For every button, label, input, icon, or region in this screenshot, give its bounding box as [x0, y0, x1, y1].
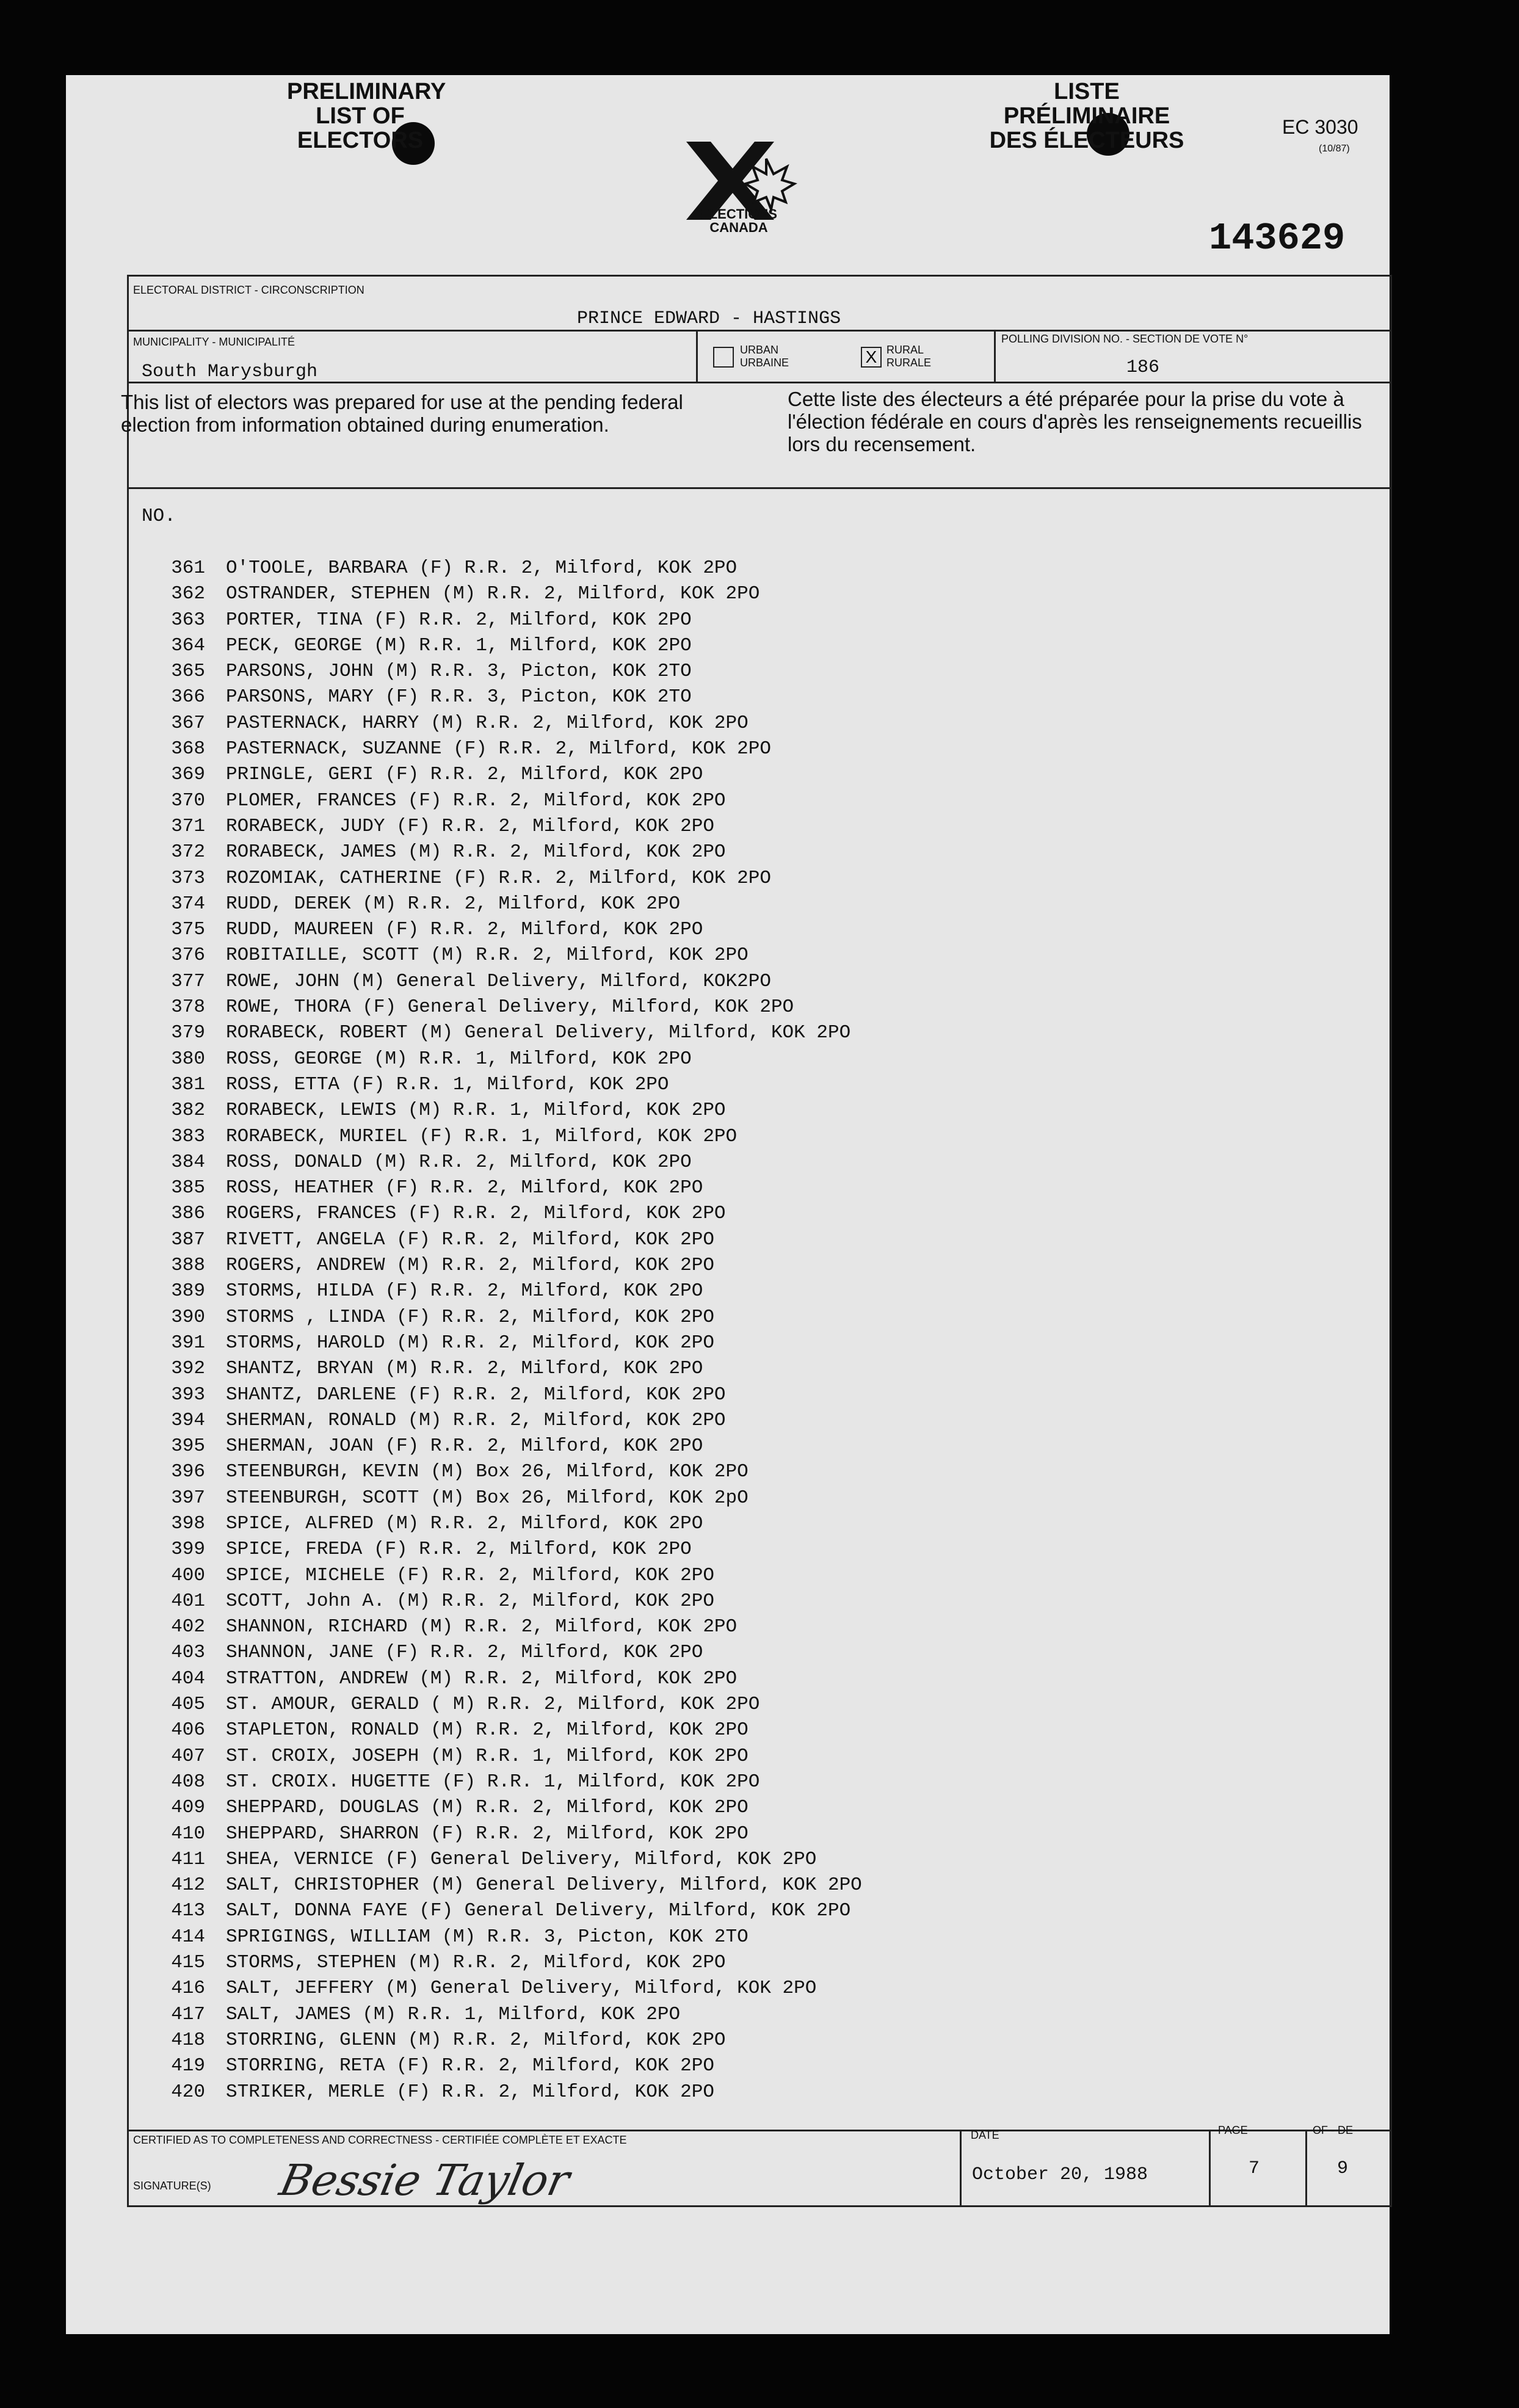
district-value: PRINCE EDWARD - HASTINGS	[577, 308, 841, 329]
elector-entry: SHEA, VERNICE (F) General Delivery, Milford, KOK 2PO	[226, 1848, 817, 1870]
elector-number: 420	[171, 2081, 205, 2103]
divider-polling	[994, 330, 996, 382]
divider-notice	[127, 487, 1392, 489]
elector-entry: ROSS, GEORGE (M) R.R. 1, Milford, KOK 2PO	[226, 1048, 692, 1070]
elector-row	[140, 1434, 1300, 1459]
date-label: DATE	[971, 2129, 999, 2141]
page-value: 7	[1249, 2158, 1260, 2179]
elector-number: 365	[171, 661, 205, 683]
elector-entry: PARSONS, JOHN (M) R.R. 3, Picton, KOK 2TO	[226, 661, 692, 683]
elector-row	[140, 1511, 1300, 1537]
elector-number: 394	[171, 1409, 205, 1431]
elector-entry: RUDD, MAUREEN (F) R.R. 2, Milford, KOK 2PO	[226, 919, 703, 941]
elector-number: 399	[171, 1539, 205, 1561]
elector-number: 378	[171, 996, 205, 1018]
divider-date	[960, 2130, 962, 2207]
date-value: October 20, 1988	[972, 2164, 1148, 2185]
elector-row	[140, 2028, 1300, 2053]
elector-row	[140, 969, 1300, 995]
elector-row	[140, 1408, 1300, 1434]
elector-number: 395	[171, 1435, 205, 1457]
rural-label: RURAL RURALE	[886, 344, 932, 369]
form-revision: (10/87)	[1319, 143, 1350, 154]
french-title: LISTE PRÉLIMINAIRE DES ÉLECTEURS	[989, 79, 1184, 153]
elector-entry: SCOTT, John A. (M) R.R. 2, Milford, KOK 2PO	[226, 1590, 714, 1612]
elector-row	[140, 1072, 1300, 1098]
divider-area-type	[696, 330, 698, 382]
divider-page	[1209, 2130, 1211, 2207]
elector-entry: PLOMER, FRANCES (F) R.R. 2, Milford, KOK 2PO	[226, 789, 726, 811]
elector-entry: STORMS, HAROLD (M) R.R. 2, Milford, KOK 2PO	[226, 1332, 714, 1354]
elector-row	[140, 840, 1300, 865]
elector-number: 401	[171, 1590, 205, 1612]
elector-number: 398	[171, 1512, 205, 1534]
elector-entry: ROSS, ETTA (F) R.R. 1, Milford, KOK 2PO	[226, 1073, 669, 1095]
municipality-value: South Marysburgh	[142, 361, 318, 382]
elector-entry: STEENBURGH, SCOTT (M) Box 26, Milford, KOK 2pO	[226, 1487, 749, 1509]
elector-row	[140, 1873, 1300, 1898]
elector-entry: OSTRANDER, STEPHEN (M) R.R. 2, Milford, KOK 2PO	[226, 583, 760, 605]
elector-entry: RORABECK, JAMES (M) R.R. 2, Milford, KOK 2PO	[226, 841, 726, 863]
elector-number: 367	[171, 712, 205, 734]
elector-number: 389	[171, 1280, 205, 1302]
of-value: 9	[1337, 2158, 1349, 2179]
elector-number: 388	[171, 1255, 205, 1277]
elector-row	[140, 1253, 1300, 1278]
logo-text: ELECTIONS CANADA	[700, 206, 777, 235]
elector-row	[140, 1356, 1300, 1382]
elector-row	[140, 1924, 1300, 1950]
elector-entry: STEENBURGH, KEVIN (M) Box 26, Milford, KOK 2PO	[226, 1461, 749, 1483]
elector-number: 407	[171, 1745, 205, 1767]
elector-row	[140, 1382, 1300, 1408]
elector-number: 362	[171, 583, 205, 605]
polling-label: POLLING DIVISION NO. - SECTION DE VOTE N°	[1001, 333, 1249, 345]
elector-number: 385	[171, 1177, 205, 1199]
elector-row	[140, 1666, 1300, 1692]
elector-number: 391	[171, 1332, 205, 1354]
elector-row	[140, 1744, 1300, 1769]
elector-entry: PASTERNACK, SUZANNE (F) R.R. 2, Milford, KOK 2PO	[226, 738, 771, 760]
elector-number: 372	[171, 841, 205, 863]
elector-row	[140, 1227, 1300, 1253]
elector-number: 386	[171, 1203, 205, 1225]
elector-number: 406	[171, 1719, 205, 1741]
elector-entry: SHEPPARD, DOUGLAS (M) R.R. 2, Milford, KOK 2PO	[226, 1797, 749, 1819]
divider-district	[127, 330, 1392, 332]
elector-number: 375	[171, 919, 205, 941]
elector-number: 410	[171, 1822, 205, 1844]
elector-entry: ROSS, DONALD (M) R.R. 2, Milford, KOK 2PO	[226, 1151, 692, 1173]
elector-number: 415	[171, 1952, 205, 1974]
elector-entry: STAPLETON, RONALD (M) R.R. 2, Milford, KOK 2PO	[226, 1719, 749, 1741]
elector-row	[140, 1847, 1300, 1873]
elector-number: 414	[171, 1926, 205, 1948]
elector-number: 366	[171, 686, 205, 708]
elector-entry: SALT, JAMES (M) R.R. 1, Milford, KOK 2PO	[226, 2003, 681, 2025]
elector-row	[140, 788, 1300, 814]
elector-number: 416	[171, 1978, 205, 2000]
elector-row	[140, 1124, 1300, 1150]
elector-number: 397	[171, 1487, 205, 1509]
elector-number: 380	[171, 1048, 205, 1070]
elector-entry: STRIKER, MERLE (F) R.R. 2, Milford, KOK 2PO	[226, 2081, 714, 2103]
elector-row	[140, 2080, 1300, 2105]
elector-number: 402	[171, 1616, 205, 1638]
elector-entry: PARSONS, MARY (F) R.R. 3, Picton, KOK 2TO	[226, 686, 692, 708]
elector-row	[140, 1330, 1300, 1356]
elector-row	[140, 1717, 1300, 1743]
divider-of	[1305, 2130, 1307, 2207]
municipality-label: MUNICIPALITY - MUNICIPALITÉ	[133, 336, 295, 348]
elector-number: 379	[171, 1022, 205, 1044]
elector-row	[140, 1150, 1300, 1175]
elector-row	[140, 1537, 1300, 1562]
elector-entry: RORABECK, MURIEL (F) R.R. 1, Milford, KOK 2PO	[226, 1125, 738, 1147]
elector-number: 418	[171, 2029, 205, 2051]
english-title: PRELIMINARY LIST OF ELECTORS	[287, 79, 446, 153]
rural-checkbox: X	[861, 347, 882, 368]
elector-row	[140, 1692, 1300, 1717]
elector-entry: RORABECK, ROBERT (M) General Delivery, Milford, KOK 2PO	[226, 1022, 851, 1044]
elector-row	[140, 1769, 1300, 1795]
elector-entry: SALT, CHRISTOPHER (M) General Delivery, Milford, KOK 2PO	[226, 1874, 862, 1896]
elector-row	[140, 1976, 1300, 2001]
elector-row	[140, 1589, 1300, 1614]
elector-number: 363	[171, 609, 205, 631]
elector-entry: ST. CROIX, JOSEPH (M) R.R. 1, Milford, KOK 2PO	[226, 1745, 749, 1767]
elector-row	[140, 2002, 1300, 2028]
elector-number: 384	[171, 1151, 205, 1173]
elector-number: 409	[171, 1797, 205, 1819]
elector-entry: SHANTZ, DARLENE (F) R.R. 2, Milford, KOK 2PO	[226, 1384, 726, 1405]
elector-entry: STORMS , LINDA (F) R.R. 2, Milford, KOK 2PO	[226, 1306, 714, 1328]
elector-row	[140, 891, 1300, 917]
elector-number: 412	[171, 1874, 205, 1896]
elector-row	[140, 736, 1300, 762]
document-number: 143629	[1209, 217, 1346, 260]
elector-entry: PRINGLE, GERI (F) R.R. 2, Milford, KOK 2PO	[226, 764, 703, 786]
elector-number: 404	[171, 1667, 205, 1689]
elector-number: 411	[171, 1848, 205, 1870]
elector-row	[140, 1020, 1300, 1046]
elector-number: 382	[171, 1100, 205, 1122]
elector-row	[140, 866, 1300, 891]
elector-number: 419	[171, 2055, 205, 2077]
elector-entry: SPICE, MICHELE (F) R.R. 2, Milford, KOK 2PO	[226, 1564, 714, 1586]
elector-number: 387	[171, 1228, 205, 1250]
elector-row	[140, 1098, 1300, 1123]
signature: Bessie Taylor	[275, 2155, 575, 2205]
elector-row	[140, 943, 1300, 968]
of-label: OF - DE	[1313, 2124, 1353, 2136]
form-code: EC 3030	[1282, 116, 1358, 138]
elector-entry: PECK, GEORGE (M) R.R. 1, Milford, KOK 2PO	[226, 634, 692, 656]
elector-row	[140, 2053, 1300, 2079]
elector-number: 408	[171, 1771, 205, 1793]
urban-checkbox	[713, 347, 734, 368]
elector-row	[140, 1278, 1300, 1304]
elector-number: 370	[171, 789, 205, 811]
elector-row	[140, 1459, 1300, 1485]
elector-entry: SPICE, FREDA (F) R.R. 2, Milford, KOK 2PO	[226, 1539, 692, 1561]
elector-number: 376	[171, 945, 205, 966]
elector-entry: SALT, JEFFERY (M) General Delivery, Milford, KOK 2PO	[226, 1978, 817, 2000]
elector-entry: ROSS, HEATHER (F) R.R. 2, Milford, KOK 2PO	[226, 1177, 703, 1199]
page-label: PAGE	[1218, 2124, 1248, 2136]
elector-number: 369	[171, 764, 205, 786]
elector-entry: STORRING, RETA (F) R.R. 2, Milford, KOK 2PO	[226, 2055, 714, 2077]
elector-entry: SHEPPARD, SHARRON (F) R.R. 2, Milford, KOK 2PO	[226, 1822, 749, 1844]
district-label: ELECTORAL DISTRICT - CIRCONSCRIPTION	[133, 284, 364, 296]
urban-label: URBAN URBAINE	[740, 344, 789, 369]
elector-entry: O'TOOLE, BARBARA (F) R.R. 2, Milford, KOK 2PO	[226, 557, 738, 579]
elector-row	[140, 1175, 1300, 1201]
elector-row	[140, 607, 1300, 633]
elector-number: 396	[171, 1461, 205, 1483]
elector-entry: ROBITAILLE, SCOTT (M) R.R. 2, Milford, KOK 2PO	[226, 945, 749, 966]
elector-row	[140, 814, 1300, 840]
elector-number: 405	[171, 1694, 205, 1716]
elector-row	[140, 684, 1300, 710]
elector-row	[140, 659, 1300, 684]
elector-entry: SALT, DONNA FAYE (F) General Delivery, Milford, KOK 2PO	[226, 1900, 851, 1922]
elector-entry: ROGERS, FRANCES (F) R.R. 2, Milford, KOK 2PO	[226, 1203, 726, 1225]
elector-entry: STORMS, STEPHEN (M) R.R. 2, Milford, KOK 2PO	[226, 1952, 726, 1974]
elector-entry: SHERMAN, RONALD (M) R.R. 2, Milford, KOK 2PO	[226, 1409, 726, 1431]
elector-entry: ST. AMOUR, GERALD ( M) R.R. 2, Milford, KOK 2PO	[226, 1694, 760, 1716]
elector-entry: ROWE, JOHN (M) General Delivery, Milford, KOK2PO	[226, 970, 771, 992]
certified-label: CERTIFIED AS TO COMPLETENESS AND CORRECTNESS - CERTIFIÉE COMPLÈTE ET EXACTE	[133, 2134, 627, 2146]
elector-row	[140, 711, 1300, 736]
elector-row	[140, 1795, 1300, 1821]
elector-entry: STORMS, HILDA (F) R.R. 2, Milford, KOK 2PO	[226, 1280, 703, 1302]
elector-row	[140, 1898, 1300, 1924]
elector-entry: SHANTZ, BRYAN (M) R.R. 2, Milford, KOK 2PO	[226, 1358, 703, 1380]
elector-row	[140, 1201, 1300, 1227]
elector-row	[140, 581, 1300, 607]
elector-row	[140, 1563, 1300, 1589]
elector-entry: RIVETT, ANGELA (F) R.R. 2, Milford, KOK 2PO	[226, 1228, 714, 1250]
elector-entry: SHERMAN, JOAN (F) R.R. 2, Milford, KOK 2PO	[226, 1435, 703, 1457]
elector-entry: ROGERS, ANDREW (M) R.R. 2, Milford, KOK 2PO	[226, 1255, 714, 1277]
elector-entry: STORRING, GLENN (M) R.R. 2, Milford, KOK 2PO	[226, 2029, 726, 2051]
elector-entry: SPICE, ALFRED (M) R.R. 2, Milford, KOK 2PO	[226, 1512, 703, 1534]
elector-entry: PASTERNACK, HARRY (M) R.R. 2, Milford, KOK 2PO	[226, 712, 749, 734]
elector-row	[140, 995, 1300, 1020]
elector-row	[140, 1614, 1300, 1640]
elector-entry: SHANNON, JANE (F) R.R. 2, Milford, KOK 2PO	[226, 1642, 703, 1664]
elector-row	[140, 1821, 1300, 1847]
elector-number: 392	[171, 1358, 205, 1380]
elector-entry: ROWE, THORA (F) General Delivery, Milford, KOK 2PO	[226, 996, 794, 1018]
notice-english: This list of electors was prepared for use at the pending federal election from information obtained during enumeration.	[121, 391, 683, 436]
elector-row	[140, 917, 1300, 943]
elector-row	[140, 1950, 1300, 1976]
elector-number: 368	[171, 738, 205, 760]
divider-footer	[127, 2130, 1392, 2131]
elector-number: 413	[171, 1900, 205, 1922]
elector-entry: RORABECK, JUDY (F) R.R. 2, Milford, KOK 2PO	[226, 815, 714, 837]
elector-row	[140, 1046, 1300, 1072]
elector-number: 364	[171, 634, 205, 656]
elector-number: 381	[171, 1073, 205, 1095]
elector-entry: SHANNON, RICHARD (M) R.R. 2, Milford, KOK 2PO	[226, 1616, 738, 1638]
elector-entry: ST. CROIX. HUGETTE (F) R.R. 1, Milford, KOK 2PO	[226, 1771, 760, 1793]
elector-row	[140, 762, 1300, 788]
elector-number: 417	[171, 2003, 205, 2025]
elector-number: 374	[171, 893, 205, 915]
elector-row	[140, 556, 1300, 581]
elector-number: 373	[171, 867, 205, 889]
elector-entry: RUDD, DEREK (M) R.R. 2, Milford, KOK 2PO	[226, 893, 681, 915]
elector-number: 393	[171, 1384, 205, 1405]
elector-row	[140, 1485, 1300, 1511]
elector-number: 383	[171, 1125, 205, 1147]
elector-row	[140, 1305, 1300, 1330]
notice-french: Cette liste des électeurs a été préparée pour la prise du vote à l'élection fédérale en cours d'après les renseignements recueillis lors du recensement.	[788, 388, 1362, 455]
elector-row	[140, 1640, 1300, 1666]
polling-value: 186	[1126, 357, 1160, 378]
elector-entry: STRATTON, ANDREW (M) R.R. 2, Milford, KOK 2PO	[226, 1667, 738, 1689]
elector-entry: RORABECK, LEWIS (M) R.R. 1, Milford, KOK 2PO	[226, 1100, 726, 1122]
elector-number: 371	[171, 815, 205, 837]
elector-number: 361	[171, 557, 205, 579]
signature-label: SIGNATURE(S)	[133, 2180, 211, 2192]
elector-number: 403	[171, 1642, 205, 1664]
elector-entry: ROZOMIAK, CATHERINE (F) R.R. 2, Milford, KOK 2PO	[226, 867, 771, 889]
elector-list	[140, 556, 1300, 2105]
elector-number: 390	[171, 1306, 205, 1328]
elector-entry: PORTER, TINA (F) R.R. 2, Milford, KOK 2PO	[226, 609, 692, 631]
elector-number: 377	[171, 970, 205, 992]
elector-number: 400	[171, 1564, 205, 1586]
elector-row	[140, 633, 1300, 659]
list-number-header: NO.	[142, 506, 176, 527]
elector-entry: SPRIGINGS, WILLIAM (M) R.R. 3, Picton, KOK 2TO	[226, 1926, 749, 1948]
